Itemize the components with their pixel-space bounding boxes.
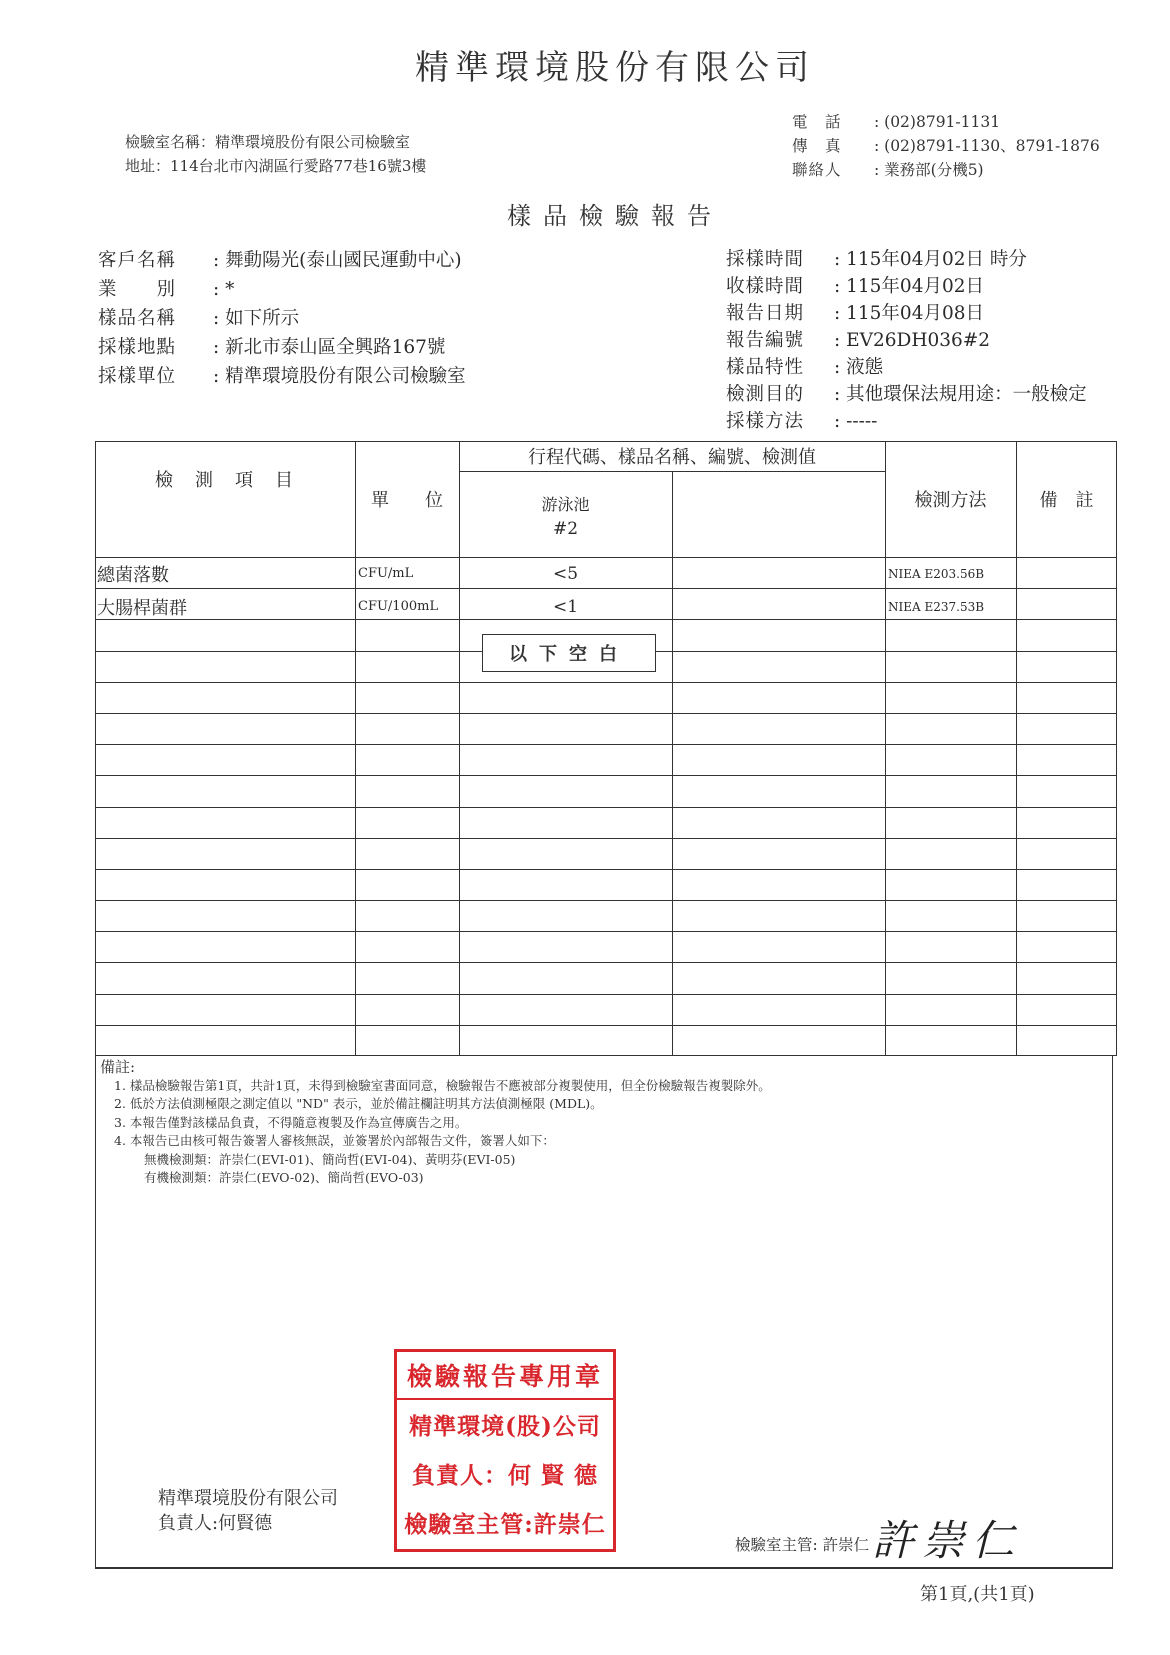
footer-owner: 負責人:何賢德 (158, 1513, 273, 1534)
header-sample-name: 游泳池 (541, 494, 590, 514)
footer-supervisor: 檢驗室主管: 許崇仁 (735, 1536, 870, 1554)
sample-property: 樣品特性 : 液態 (726, 357, 884, 378)
header-unit: 單 位 (371, 490, 443, 511)
sampling-time: 採樣時間 : 115年04月02日 時分 (726, 249, 1027, 270)
stamp-line-company: 精準環境(股)公司 (409, 1413, 601, 1440)
contact-phone: 電 話 : (02)8791-1131 (792, 113, 1001, 131)
report-title: 樣品檢驗報告 (507, 202, 723, 230)
row-divider (95, 775, 1117, 776)
official-stamp (394, 1349, 616, 1552)
header-remark: 備 註 (1039, 490, 1094, 511)
notes (100, 1058, 771, 1188)
stamp-title: 檢驗報告專用章 (397, 1352, 613, 1400)
client-info (98, 246, 466, 391)
sampling-location: 採樣地點 : 新北市泰山區全興路167號 (98, 337, 446, 358)
notes-heading: 備註: (100, 1058, 136, 1076)
row-divider (95, 869, 1117, 870)
row-divider (95, 994, 1117, 995)
header-sample-no: #2 (552, 519, 579, 539)
contact-person: 聯絡人 : 業務部(分機5) (792, 161, 984, 179)
signatory-inorganic: 無機檢測類：許崇仁(EVI-01)、簡尚哲(EVI-04)、黃明芬(EVI-05) (144, 1151, 516, 1167)
client-name: 客戶名稱 : 舞動陽光(泰山國民運動中心) (98, 250, 462, 271)
contact-info (792, 110, 1100, 182)
handwritten-signature: 許崇仁 (872, 1516, 1023, 1565)
blank-below-marker: 以下空白 (482, 634, 656, 672)
footer-company (158, 1486, 338, 1536)
note-3: 3. 本報告僅對該樣品負責，不得隨意複製及作為宣傳廣告之用。 (114, 1114, 468, 1130)
signatory-organic: 有機檢測類：許崇仁(EVO-02)、簡尚哲(EVO-03) (144, 1170, 424, 1185)
row1-item: 總菌落數 (97, 564, 169, 586)
row1-value: <5 (552, 563, 579, 584)
row2-method: NIEA E237.53B (888, 599, 985, 614)
test-purpose: 檢測目的 : 其他環保法規用途：一般檢定 (726, 384, 1087, 405)
row-divider (95, 682, 1117, 683)
sample-name: 樣品名稱 : 如下所示 (98, 308, 300, 329)
header-item: 檢 測 項 目 (155, 469, 295, 491)
row-divider (95, 713, 1117, 714)
page-number: 第1頁,(共1頁) (920, 1584, 1035, 1605)
sampling-method: 採樣方法 : ----- (726, 411, 878, 432)
row1-unit: CFU/mL (358, 566, 414, 581)
lab-name-line: 檢驗室名稱：精準環境股份有限公司檢驗室 (125, 133, 411, 151)
row-divider (95, 900, 1117, 901)
row-divider (95, 838, 1117, 839)
footer-company-name: 精準環境股份有限公司 (158, 1488, 338, 1509)
industry: 業 別 : * (98, 279, 235, 300)
header-method: 檢測方法 (914, 490, 987, 511)
lab-address-line: 地址：114台北市內湖區行愛路77巷16號3樓 (125, 157, 427, 175)
row1-method: NIEA E203.56B (888, 566, 985, 581)
stamp-line-supervisor: 檢驗室主管:許崇仁 (404, 1511, 606, 1538)
row2-item: 大腸桿菌群 (97, 597, 187, 619)
report-date: 報告日期 : 115年04月08日 (726, 303, 985, 324)
row2-unit: CFU/100mL (358, 599, 439, 614)
row2-value: <1 (552, 596, 579, 617)
row-divider (95, 931, 1117, 932)
note-4: 4. 本報告已由核可報告簽署人審核無誤，並簽署於內部報告文件，簽署人如下： (114, 1133, 555, 1148)
lab-name: 精準環境股份有限公司檢驗室 (215, 133, 411, 151)
header-group-divider (459, 471, 885, 472)
note-2: 2. 低於方法偵測極限之測定值以 "ND" 表示，並於備註欄註明其方法偵測極限 (MDL)。 (114, 1096, 603, 1111)
row-divider (95, 962, 1117, 963)
contact-fax: 傳 真 : (02)8791-1130、8791-1876 (792, 137, 1100, 155)
lab-address: 114台北市內湖區行愛路77巷16號3樓 (170, 157, 427, 175)
row-divider (95, 744, 1117, 745)
stamp-line-owner: 負責人：何 賢 德 (411, 1462, 598, 1489)
header-sample-group: 行程代碼、樣品名稱、編號、檢測值 (528, 447, 816, 468)
receiving-time: 收樣時間 : 115年04月02日 (726, 276, 985, 297)
column-divider (672, 471, 673, 1056)
row-divider (95, 807, 1117, 808)
row-divider (95, 1025, 1117, 1026)
note-1: 1. 樣品檢驗報告第1頁，共計1頁，未得到檢驗室書面同意，檢驗報告不應被部分複製使用，但全份檢驗報告複製除外。 (114, 1077, 771, 1093)
company-title: 精準環境股份有限公司 (415, 48, 815, 88)
report-number: 報告編號 : EV26DH036#2 (726, 330, 991, 351)
lab-info (125, 130, 426, 178)
sampling-unit: 採樣單位 : 精準環境股份有限公司檢驗室 (98, 366, 466, 387)
report-info (726, 246, 1087, 435)
